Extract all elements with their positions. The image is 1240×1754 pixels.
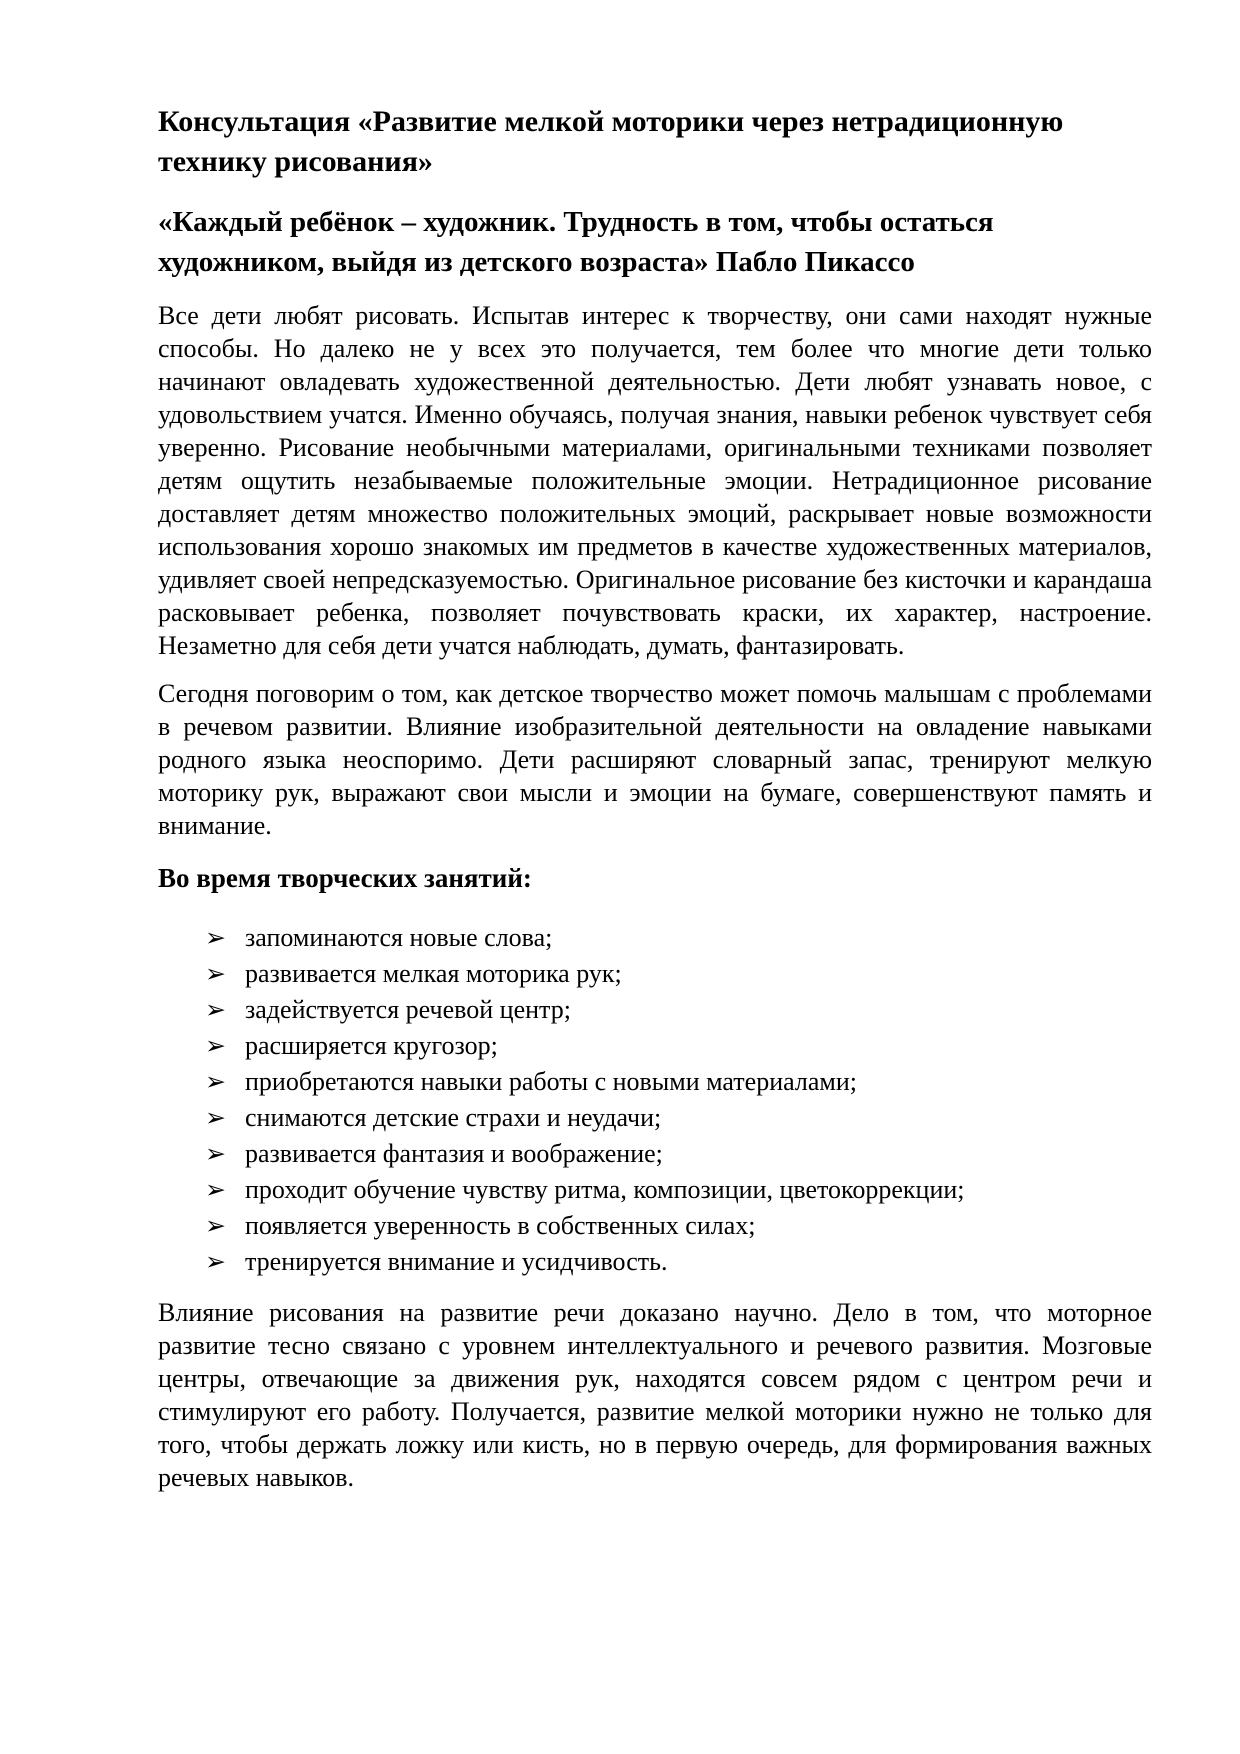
arrowhead-bullet-icon: ➢ [205, 959, 226, 988]
list-item [158, 1101, 1152, 1134]
list-item [158, 993, 1152, 1026]
list-item-text: расширяется кругозор; [245, 1031, 498, 1060]
list-item-text: появляется уверенность в собственных силах; [245, 1211, 756, 1240]
list-item-text: развивается мелкая моторика рук; [245, 959, 622, 988]
intro-paragraph: Все дети любят рисовать. Испытав интерес к творчеству, они сами находят нужные способы. Но далеко не у всех это получается, тем более что многие дети только начинают овладевать художественной деятельностью. Дети любят узнавать новое, с удовольствием учатся. Именно обучаясь, получая знания, навыки ребенок чувствует себя уверенно. Рисование необычными материалами, оригинальными техниками позволяет детям ощутить незабываемые положительные эмоции. Нетрадиционное рисование доставляет детям множество положительных эмоций, раскрывает новые возможности использования хорошо знакомых им предметов в качестве художественных материалов, удивляет своей непредсказуемостью. Оригинальное рисование без кисточки и карандаша расковывает ребенка, позволяет почувствовать краски, их характер, настроение. Незаметно для себя дети учатся наблюдать, думать, фантазировать. [158, 301, 1152, 660]
list-item [158, 957, 1152, 990]
epigraph-quote: «Каждый ребёнок – художник. Трудность в том, чтобы остаться художником, выйдя из детского возраста» Пабло Пикассо [158, 206, 994, 278]
list-item [158, 1173, 1152, 1206]
list-item-text: проходит обучение чувству ритма, композиции, цветокоррекции; [245, 1175, 965, 1204]
creative-sessions-heading: Во время творческих занятий: [158, 863, 532, 893]
arrowhead-bullet-icon: ➢ [205, 923, 226, 952]
arrowhead-bullet-icon: ➢ [205, 995, 226, 1024]
arrowhead-bullet-icon: ➢ [205, 1247, 226, 1276]
closing-paragraph: Влияние рисования на развитие речи доказано научно. Дело в том, что моторное развитие тесно связано с уровнем интеллектуального и речевого развития. Мозговые центры, отвечающие за движения рук, находятся совсем рядом с центром речи и стимулируют его работу. Получается, развитие мелкой моторики нужно не только для того, чтобы держать ложку или кисть, но в первую очередь, для формирования важных речевых навыков. [158, 1298, 1152, 1492]
speech-development-paragraph: Сегодня поговорим о том, как детское творчество может помочь малышам с проблемами в речевом развитии. Влияние изобразительной деятельности на овладение навыками родного языка неоспоримо. Дети расширяют словарный запас, тренируют мелкую моторику рук, выражают свои мысли и эмоции на бумаге, совершенствуют память и внимание. [158, 679, 1152, 840]
arrowhead-bullet-icon: ➢ [205, 1103, 226, 1132]
arrowhead-bullet-icon: ➢ [205, 1175, 226, 1204]
list-item-text: развивается фантазия и воображение; [245, 1139, 663, 1168]
list-item [158, 1245, 1152, 1278]
list-item-text: снимаются детские страхи и неудачи; [245, 1103, 662, 1132]
document-title: Консультация «Развитие мелкой моторики через нетрадиционную технику рисования» [158, 105, 1064, 178]
list-item [158, 921, 1152, 954]
arrowhead-bullet-icon: ➢ [205, 1139, 226, 1168]
arrowhead-bullet-icon: ➢ [205, 1031, 226, 1060]
list-item [158, 1065, 1152, 1098]
list-item [158, 1209, 1152, 1242]
list-item [158, 1137, 1152, 1170]
benefits-list [158, 921, 1152, 1278]
list-item [158, 1029, 1152, 1062]
list-item-text: запоминаются новые слова; [245, 923, 553, 952]
list-item-text: тренируется внимание и усидчивость. [245, 1247, 668, 1276]
list-item-text: задействуется речевой центр; [245, 995, 571, 1024]
list-item-text: приобретаются навыки работы с новыми материалами; [245, 1067, 857, 1096]
arrowhead-bullet-icon: ➢ [205, 1211, 226, 1240]
arrowhead-bullet-icon: ➢ [205, 1067, 226, 1096]
